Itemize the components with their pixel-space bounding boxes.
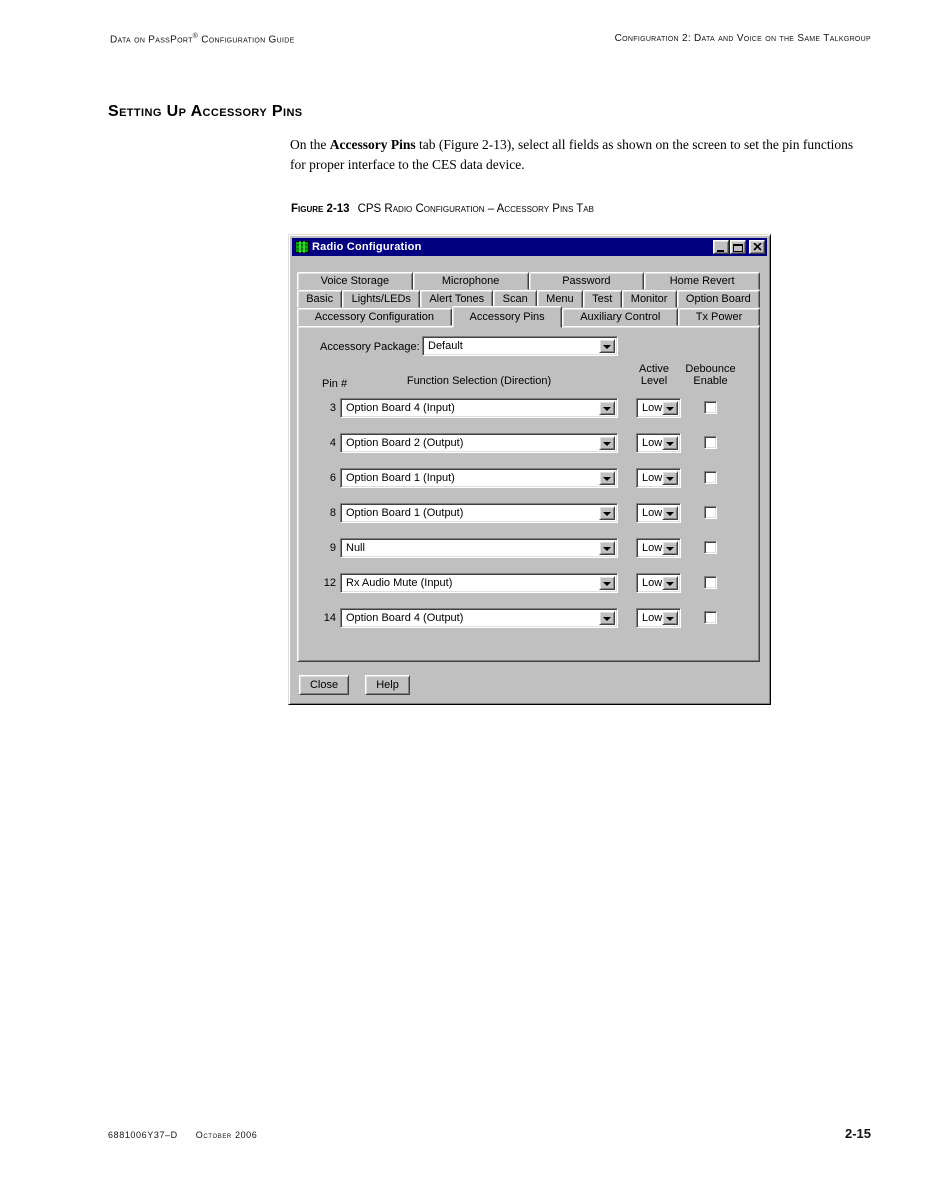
column-debounce xyxy=(683,363,738,387)
pin-row-6 xyxy=(298,468,759,488)
header-left-text: Data on PassPort xyxy=(110,34,193,46)
pin-number: 9 xyxy=(329,542,336,554)
column-function: Function Selection (Direction) xyxy=(406,375,552,387)
column-active-line1: Active xyxy=(639,363,669,375)
close-window-button[interactable] xyxy=(749,240,765,254)
help-button[interactable]: Help xyxy=(365,675,410,695)
running-header-right: Configuration 2: Data and Voice on the Same Talkgroup xyxy=(614,33,871,44)
debounce-checkbox[interactable] xyxy=(704,436,717,449)
section-title: Setting Up Accessory Pins xyxy=(108,103,303,120)
active-level-select[interactable]: Low xyxy=(636,398,681,418)
chevron-down-icon[interactable] xyxy=(662,506,678,520)
tab-test[interactable]: Test xyxy=(583,290,622,308)
footer-doc-number: 6881006Y37–D xyxy=(108,1130,178,1140)
minimize-icon xyxy=(716,243,726,252)
accessory-package-select[interactable] xyxy=(422,336,618,356)
chevron-down-icon[interactable] xyxy=(662,471,678,485)
radio-configuration-dialog xyxy=(288,234,771,705)
chevron-down-icon[interactable] xyxy=(599,339,615,353)
debounce-checkbox[interactable] xyxy=(704,611,717,624)
pin-row-3 xyxy=(298,398,759,418)
tab-row-1 xyxy=(297,272,760,290)
tab-accessory-configuration[interactable]: Accessory Configuration xyxy=(297,308,452,326)
column-pin: Pin # xyxy=(322,378,348,390)
pin-number: 8 xyxy=(329,507,336,519)
function-select[interactable]: Null xyxy=(340,538,618,558)
paragraph-text-2: tab (Figure 2-13), select all fields as shown on the screen to set the pin functions for proper interface to the CES data device. xyxy=(290,137,854,172)
chevron-down-icon[interactable] xyxy=(599,576,615,590)
active-level-select[interactable]: Low xyxy=(636,573,681,593)
pin-row-12 xyxy=(298,573,759,593)
active-level-select[interactable]: Low xyxy=(636,608,681,628)
tab-accessory-pins[interactable]: Accessory Pins xyxy=(452,306,563,328)
pin-number: 4 xyxy=(329,437,336,449)
title-bar[interactable] xyxy=(292,238,767,256)
tab-alert-tones[interactable]: Alert Tones xyxy=(420,290,493,308)
column-debounce-line1: Debounce xyxy=(685,363,736,375)
tab-voice-storage[interactable]: Voice Storage xyxy=(297,272,413,290)
debounce-checkbox[interactable] xyxy=(704,506,717,519)
function-select[interactable]: Rx Audio Mute (Input) xyxy=(340,573,618,593)
function-select[interactable]: Option Board 4 (Input) xyxy=(340,398,618,418)
tab-row-3 xyxy=(297,308,760,326)
function-select[interactable]: Option Board 1 (Output) xyxy=(340,503,618,523)
tab-tx-power[interactable]: Tx Power xyxy=(678,308,760,326)
paragraph-bold-text: Accessory Pins xyxy=(329,137,416,152)
debounce-checkbox[interactable] xyxy=(704,541,717,554)
figure-caption xyxy=(291,203,594,215)
registered-mark: ® xyxy=(192,33,199,40)
chevron-down-icon[interactable] xyxy=(662,576,678,590)
pin-row-14 xyxy=(298,608,759,628)
pin-number: 6 xyxy=(329,472,336,484)
chevron-down-icon[interactable] xyxy=(599,611,615,625)
function-select[interactable]: Option Board 4 (Output) xyxy=(340,608,618,628)
tab-home-revert[interactable]: Home Revert xyxy=(644,272,760,290)
debounce-checkbox[interactable] xyxy=(704,471,717,484)
chevron-down-icon[interactable] xyxy=(599,401,615,415)
minimize-button[interactable] xyxy=(713,240,729,254)
body-paragraph xyxy=(290,135,868,175)
window-title: Radio Configuration xyxy=(312,241,422,253)
chevron-down-icon[interactable] xyxy=(662,401,678,415)
figure-label: Figure 2-13 xyxy=(291,203,350,215)
chevron-down-icon[interactable] xyxy=(662,436,678,450)
active-level-select[interactable]: Low xyxy=(636,503,681,523)
chevron-down-icon[interactable] xyxy=(662,611,678,625)
debounce-checkbox[interactable] xyxy=(704,576,717,589)
chevron-down-icon[interactable] xyxy=(599,436,615,450)
pin-row-4 xyxy=(298,433,759,453)
tab-monitor[interactable]: Monitor xyxy=(622,290,677,308)
radio-configuration-grid-icon xyxy=(295,241,309,253)
maximize-icon xyxy=(733,243,743,252)
column-active-level xyxy=(633,363,675,387)
column-debounce-line2: Enable xyxy=(693,375,728,387)
active-level-select[interactable]: Low xyxy=(636,433,681,453)
tab-option-board[interactable]: Option Board xyxy=(677,290,760,308)
active-level-select[interactable]: Low xyxy=(636,538,681,558)
active-level-select[interactable]: Low xyxy=(636,468,681,488)
accessory-pins-panel xyxy=(297,326,760,662)
close-button[interactable]: Close xyxy=(299,675,349,695)
pin-row-9 xyxy=(298,538,759,558)
debounce-checkbox[interactable] xyxy=(704,401,717,414)
footer-page-number: 2-15 xyxy=(844,1126,871,1141)
pin-number: 3 xyxy=(329,402,336,414)
pin-row-8 xyxy=(298,503,759,523)
accessory-package-label: Accessory Package: xyxy=(320,341,420,353)
pin-number: 12 xyxy=(323,577,336,589)
running-header-left xyxy=(110,33,295,45)
tab-scan[interactable]: Scan xyxy=(493,290,537,308)
maximize-button[interactable] xyxy=(730,240,746,254)
close-icon xyxy=(753,243,762,251)
accessory-package-value: Default xyxy=(428,340,463,352)
tab-microphone[interactable]: Microphone xyxy=(413,272,529,290)
column-active-line2: Level xyxy=(640,375,668,387)
header-left-text-2: Configuration Guide xyxy=(198,34,295,46)
chevron-down-icon[interactable] xyxy=(662,541,678,555)
figure-caption-text: CPS Radio Configuration – Accessory Pins Tab xyxy=(357,203,594,215)
function-select[interactable]: Option Board 1 (Input) xyxy=(340,468,618,488)
chevron-down-icon[interactable] xyxy=(599,506,615,520)
pin-number: 14 xyxy=(323,612,336,624)
function-select[interactable]: Option Board 2 (Output) xyxy=(340,433,618,453)
chevron-down-icon[interactable] xyxy=(599,541,615,555)
footer-date: October 2006 xyxy=(195,1130,258,1140)
tab-basic[interactable]: Basic xyxy=(297,290,342,308)
paragraph-text: On the xyxy=(290,137,330,152)
chevron-down-icon[interactable] xyxy=(599,471,615,485)
tab-auxiliary-control[interactable]: Auxiliary Control xyxy=(562,308,678,326)
footer-left xyxy=(108,1130,257,1140)
tab-menu[interactable]: Menu xyxy=(537,290,583,308)
tab-password[interactable]: Password xyxy=(529,272,645,290)
tab-lights-leds[interactable]: Lights/LEDs xyxy=(342,290,420,308)
